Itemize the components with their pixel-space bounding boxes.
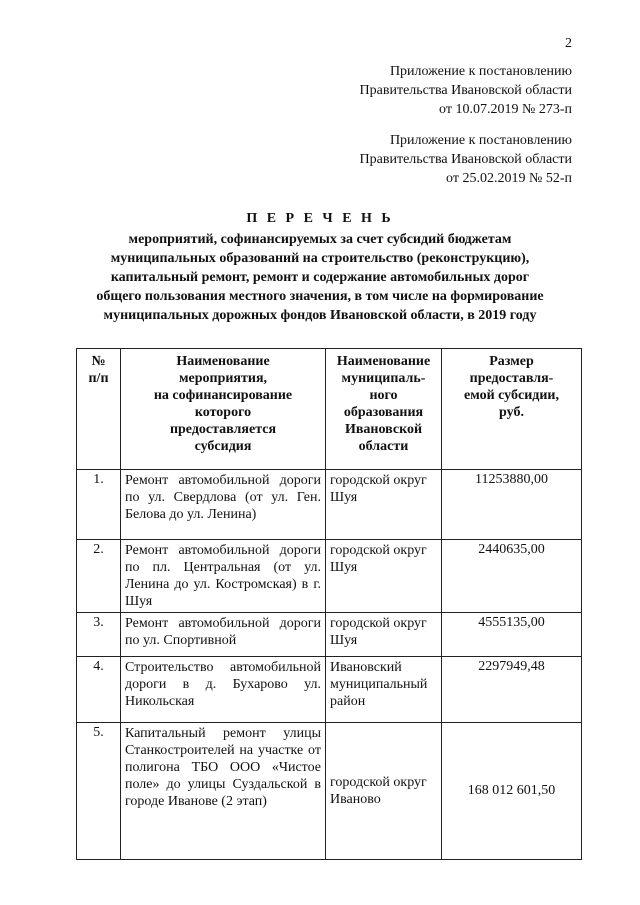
row-activity: Ремонт автомобильной дороги по пл. Центральная (от ул. Ленина до ул. Костромская) в г. Шуя	[121, 540, 326, 613]
row-amount: 2440635,00	[442, 540, 582, 613]
header-number: № п/п	[77, 349, 121, 470]
row-activity: Строительство автомобильной дороги в д. Бухарово ул. Никольская	[121, 657, 326, 723]
table-row	[77, 723, 582, 860]
table-row	[77, 470, 582, 540]
subtitle-line: общего пользования местного значения, в том числе на формирование	[96, 289, 544, 304]
appendix-original-block	[360, 131, 572, 188]
table-row	[77, 657, 582, 723]
row-municipality: городской округ Шуя	[326, 613, 442, 657]
subtitle-line: муниципальных образований на строительство (реконструкцию),	[110, 251, 530, 266]
row-activity: Капитальный ремонт улицы Станкостроителей на участке от полигона ТБО ООО «Чистое поле» до улицы Суздальской в городе Иванове (2 этап)	[121, 723, 326, 860]
appendix-original-line3: от 25.02.2019 № 52-п	[446, 171, 572, 186]
row-activity: Ремонт автомобильной дороги по ул. Свердлова (от ул. Ген. Белова до ул. Ленина)	[121, 470, 326, 540]
subtitle-line: мероприятий, софинансируемых за счет субсидий бюджетам	[128, 232, 512, 247]
appendix-original-line2: Правительства Ивановской области	[359, 152, 572, 167]
appendix-current-line2: Правительства Ивановской области	[359, 83, 572, 98]
row-amount: 168 012 601,50	[442, 723, 582, 860]
row-activity: Ремонт автомобильной дороги по ул. Спортивной	[121, 613, 326, 657]
header-subsidy: Размер предоставля- емой субсидии, руб.	[442, 349, 582, 470]
document-title: П Е Р Е Ч Е Н Ь	[246, 211, 394, 226]
row-municipality: городской округ Шуя	[326, 470, 442, 540]
appendix-original-line1: Приложение к постановлению	[389, 133, 572, 148]
row-municipality: Ивановский муниципальный район	[326, 657, 442, 723]
row-municipality: городской округ Иваново	[326, 723, 442, 860]
appendix-current-line3: от 10.07.2019 № 273-п	[439, 102, 572, 117]
row-municipality: городской округ Шуя	[326, 540, 442, 613]
header-activity: Наименование мероприятия, на софинансирование которого предоставляется субсидия	[121, 349, 326, 470]
page-number: 2	[565, 36, 572, 51]
row-amount: 11253880,00	[442, 470, 582, 540]
table-header-row	[77, 349, 582, 470]
subtitle-line: капитальный ремонт, ремонт и содержание автомобильных дорог	[110, 270, 530, 285]
row-number: 3.	[77, 613, 121, 657]
header-municipality: Наименование муниципаль- ного образования Ивановской области	[326, 349, 442, 470]
row-number: 2.	[77, 540, 121, 613]
row-number: 5.	[77, 723, 121, 860]
row-amount: 4555135,00	[442, 613, 582, 657]
row-amount: 2297949,48	[442, 657, 582, 723]
appendix-current-line1: Приложение к постановлению	[389, 64, 572, 79]
activities-table	[76, 348, 582, 860]
subtitle-line: муниципальных дорожных фондов Ивановской области, в 2019 году	[103, 308, 537, 323]
table-row	[77, 613, 582, 657]
document-subtitle	[60, 230, 580, 325]
row-number: 1.	[77, 470, 121, 540]
row-number: 4.	[77, 657, 121, 723]
table-row	[77, 540, 582, 613]
appendix-current-block	[360, 62, 572, 119]
